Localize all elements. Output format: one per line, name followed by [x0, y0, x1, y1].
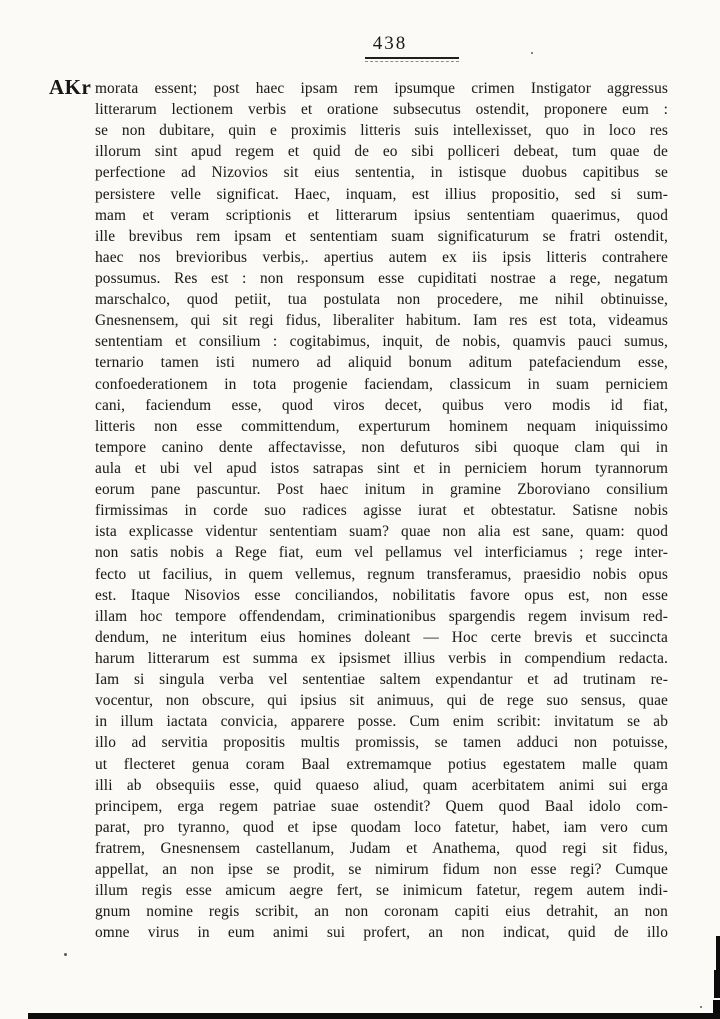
text-line: Iam si singula verba vel sententiae saltem expendantur et ad trutinam re- [95, 671, 668, 689]
text-line: illi ab obsequiis esse, quid quaeso aliud, quam acerbitatem animi sui erga [95, 776, 668, 794]
text-line: possumus. Res est : non responsum esse cupiditati nostrae a rege, negatum [95, 269, 668, 287]
text-line: illum regis esse amicum aegre fert, se inimicum fatetur, regem autem indi- [95, 882, 668, 900]
text-line: ille brevibus rem ipsam et sententiam suam significaturum se fratri ostendit, [95, 227, 668, 245]
ink-speck [64, 953, 67, 956]
text-line: morata essent; post haec ipsam rem ipsumque crimen Instigator aggressus [95, 80, 668, 97]
text-line: haec nos brevioribus verbis,. apertius autem ex iis ipsis litteris contrahere [95, 248, 668, 266]
text-line: marschalco, quod petiit, tua postulata non procedere, me nihil obtinuisse, [95, 291, 668, 309]
text-line: confoederationem in tota progenie faciendam, classicum in suam perniciem [95, 375, 668, 393]
scan-artifact-right-edge-segment [714, 970, 720, 998]
page-number-underline [365, 57, 459, 62]
text-line: tempore canino dente affectavisse, non defuturos sibi quoque clam qui in [95, 438, 668, 456]
text-line: ut flecteret genua coram Baal extremamque potius egestatem malle quam [95, 755, 668, 773]
text-line: sententiam et consilium : cogitabimus, inquit, de nobis, quamvis pauci sumus, [95, 333, 668, 351]
text-line: illo ad servitia propositis multis promissis, se tamen adduci non potuisse, [95, 734, 668, 752]
text-line: principem, erga regem patriae suae ostendit? Quem quod Baal idolo com- [95, 797, 668, 815]
text-line: ista explicasse videntur sententiam suam? quae non alia est sane, quam: quod [95, 523, 668, 541]
text-line: non satis nobis a Rege fiat, eum vel pellamus vel interficiamus ; rege inter- [95, 544, 668, 562]
text-line: gnum nomine regis scribit, an non coronam capiti eius detrahit, an non [95, 903, 668, 921]
text-line: eorum pane pascuntur. Post haec initum in gramine Zboroviano consilium [95, 481, 668, 499]
text-line: parat, pro tyranno, quod et ipse quodam loco fatetur, habet, iam vero cum [95, 818, 668, 836]
ink-speck [531, 52, 533, 54]
text-line: harum litterarum est summa ex ipsismet illius verbis in compendium redacta. [95, 649, 668, 667]
ink-speck [700, 1006, 702, 1008]
page-number: 438 [372, 33, 408, 54]
text-line: mam et veram scriptionis et litterarum ipsius sententiam quaerimus, quod [95, 206, 668, 224]
text-line: fratrem, Gnesnensem castellanum, Judam et Anathema, quod regi sit fidus, [95, 839, 668, 857]
text-line: cani, faciendum esse, quod viros decet, quibus vero modis id fiat, [95, 396, 668, 414]
text-line: appellat, an non ipse se prodit, se nimirum fidum non esse regi? Cumque [95, 861, 668, 879]
text-line: litterarum lectionem verbis et oratione subsecutus ostendit, proponere eum : [95, 101, 668, 119]
text-line: in illum iactata convicia, apparere posse. Cum enim scribit: invitatum se ab [95, 713, 668, 731]
text-line: vocentur, non obscure, qui ipsius sit animuus, qui de rege suo sensus, quae [95, 692, 668, 710]
margin-signature: AKr [49, 75, 92, 99]
scan-artifact-right-edge [713, 936, 720, 1019]
text-line: fecto ut facilius, in quem vellemus, regnum transferamus, praesidio nobis opus [95, 565, 668, 583]
body-text [95, 78, 668, 943]
text-line: illorum sint apud regem et quid de eo sibi polliceri debeat, tum quae de [95, 143, 668, 161]
text-line: Gnesnensem, qui sit regi fidus, liberaliter habitum. Iam res est tota, videamus [95, 312, 668, 330]
text-line: illam hoc tempore offendendam, criminationibus spargendis regem invisum red- [95, 607, 668, 625]
scan-artifact-bottom-edge [28, 1013, 720, 1019]
text-line: ternario tamen isti numero ad aliquid bonum aditum patefaciendum esse, [95, 354, 668, 372]
text-line: omne virus in eum animi sui profert, an non indicat, quid de illo [95, 924, 668, 942]
text-line: perfectione ad Nizovios sit eius sententia, in istisque duobus capitibus se [95, 164, 668, 182]
scan-artifact-right-edge-segment [716, 936, 720, 970]
text-line: litteris non esse committendum, experturum hominem nequam iniquissimo [95, 417, 668, 435]
text-line: firmissimas in corde suo radices agisse iurat et obtestatur. Satisne nobis [95, 502, 668, 520]
text-line: est. Itaque Nisovios esse conciliandos, nobilitatis favore opus est, non esse [95, 586, 668, 604]
text-line: aula et ubi vel apud istos satrapas sint et in perniciem horum tyrannorum [95, 459, 668, 477]
text-line: dendum, ne interitum eius homines doleant — Hoc certe brevis et succincta [95, 628, 668, 646]
text-line: persistere velle significat. Haec, inquam, est illius propositio, sed si sum- [95, 185, 668, 203]
text-line: se non dubitare, quin e proximis litteris suis intellexisset, quo in loco res [95, 122, 668, 140]
